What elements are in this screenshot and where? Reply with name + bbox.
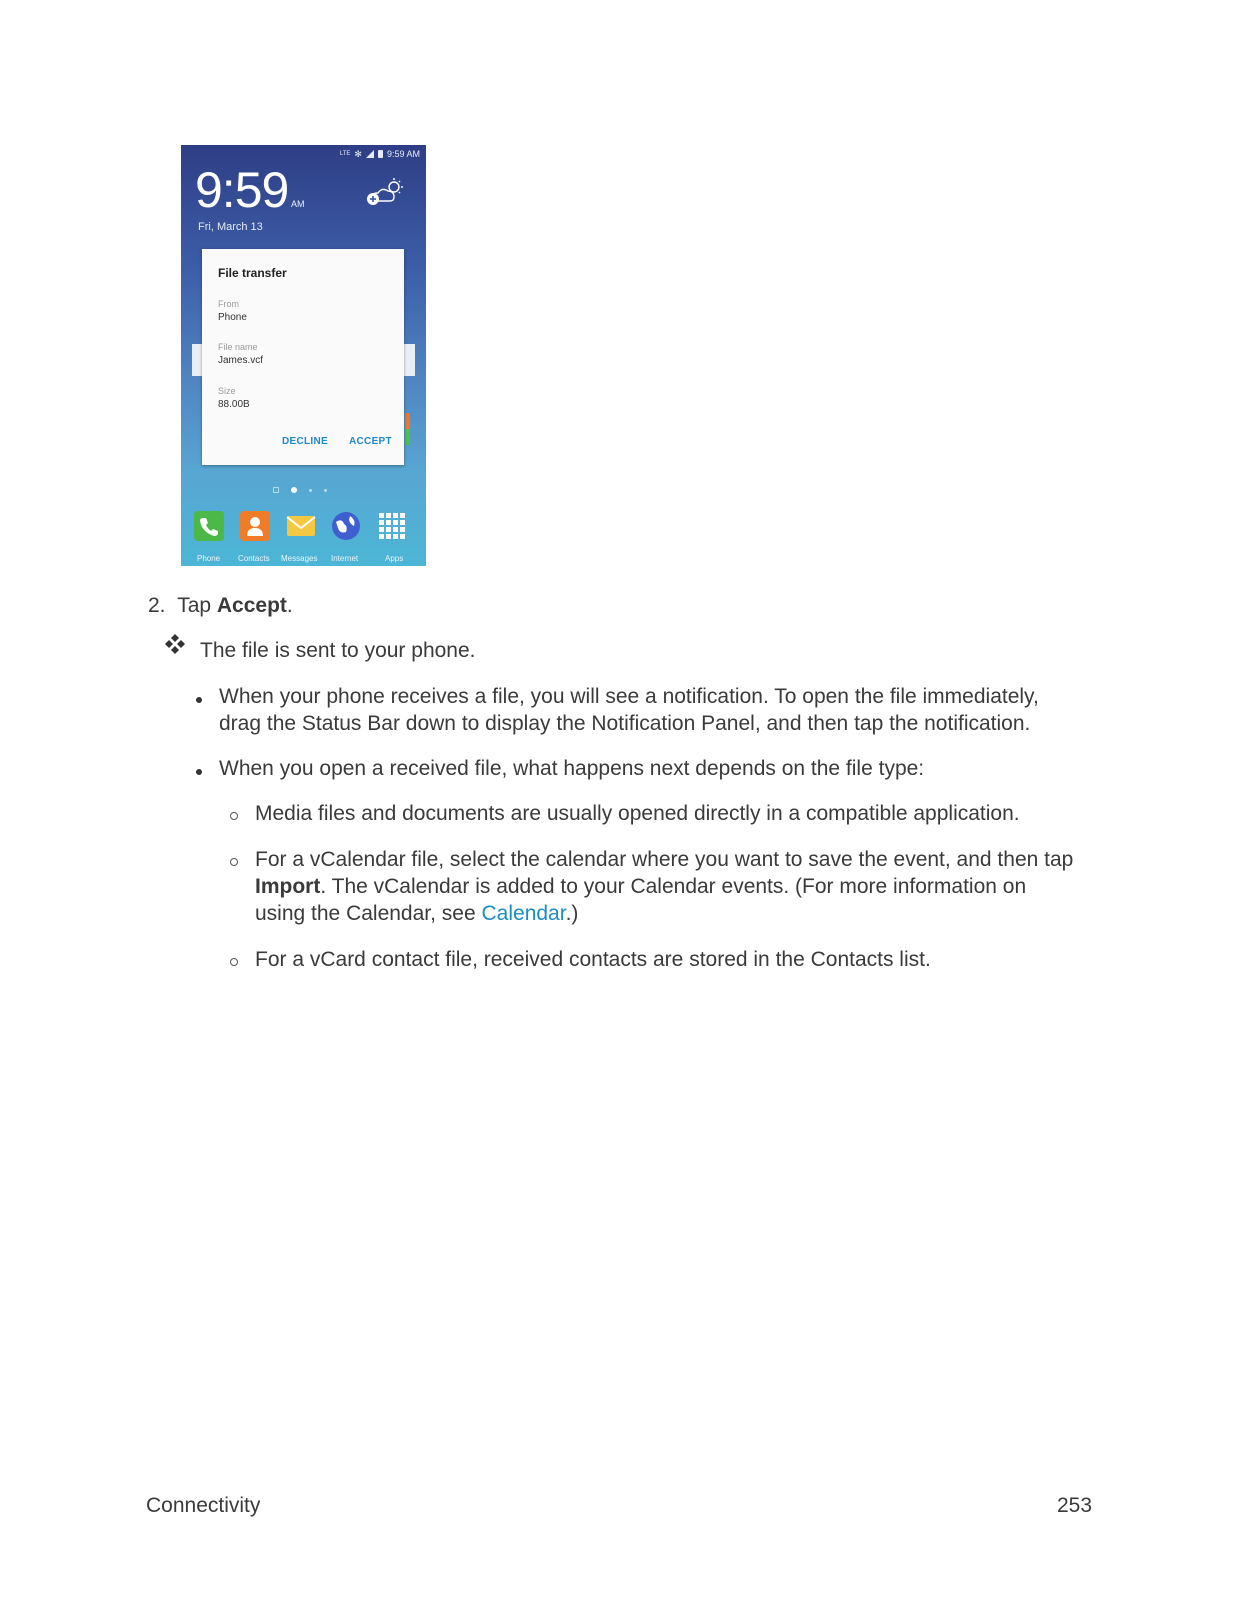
messages-app-icon[interactable] <box>285 510 317 542</box>
dock-label-contacts: Contacts <box>238 554 270 563</box>
dock-label-phone: Phone <box>197 554 221 563</box>
sub-bullet-circle <box>230 858 238 866</box>
sub-bullet-circle <box>230 958 238 966</box>
step-number: 2. <box>148 594 166 617</box>
from-value: Phone <box>218 312 247 323</box>
lockscreen-date: Fri, March 13 <box>198 221 263 233</box>
bullet-2: When you open a received file, what happens next depends on the file type: <box>219 757 925 780</box>
bullet-1-line-1: When your phone receives a file, you will see a notification. To open the file immediately, <box>219 685 1039 708</box>
lockscreen-clock: 9:59 <box>195 162 289 218</box>
import-bold: Import <box>255 875 321 898</box>
dock-label-messages: Messages <box>281 554 318 563</box>
bullet-dot <box>196 697 202 703</box>
from-label: From <box>218 299 239 309</box>
page-dot-active <box>291 487 297 493</box>
file-name-label: File name <box>218 342 258 352</box>
result-text: The file is sent to your phone. <box>200 639 476 662</box>
background-app-strip <box>405 413 410 445</box>
sub-bullet-2-line-2-rest: . The vCalendar is added to your Calendar events. (For more information on <box>320 875 1027 898</box>
dialog-title: File transfer <box>218 266 287 280</box>
sub-bullet-3: For a vCard contact file, received contacts are stored in the Contacts list. <box>255 948 931 971</box>
bullet-dot <box>196 769 202 775</box>
battery-icon <box>378 150 383 158</box>
sub-bullet-2-line-2 <box>255 873 1026 900</box>
result-diamond-icon <box>164 633 186 655</box>
sub-bullet-1: Media files and documents are usually opened directly in a compatible application. <box>255 802 1020 825</box>
sub-bullet-2-line-3-suffix: .) <box>565 902 579 925</box>
footer-section: Connectivity <box>146 1494 261 1517</box>
weather-icon[interactable] <box>364 177 408 209</box>
size-value: 88.00B <box>218 399 250 410</box>
clock-ampm: AM <box>291 199 305 209</box>
file-name-value: James.vcf <box>218 355 264 366</box>
sub-bullet-2-line-3-prefix: using the Calendar, see <box>255 902 482 925</box>
dock-label-internet: Internet <box>331 554 359 563</box>
apps-grid-icon[interactable] <box>376 510 408 542</box>
step-suffix: . <box>286 594 293 617</box>
sub-bullet-2-line-1: For a vCalendar file, select the calendar where you want to save the event, and then tap <box>255 848 1074 871</box>
phone-app-icon[interactable] <box>193 510 225 542</box>
status-bar <box>340 148 420 160</box>
network-label: LTE <box>339 151 351 157</box>
page-dot <box>324 489 327 492</box>
dock-label-apps: Apps <box>385 554 404 563</box>
step-bold-accept: Accept <box>216 594 287 617</box>
footer-page-number: 253 <box>1057 1494 1093 1517</box>
calendar-link[interactable]: Calendar <box>481 902 566 925</box>
file-transfer-dialog <box>202 249 404 465</box>
home-page-indicator <box>273 487 327 493</box>
home-page-dot <box>273 487 279 493</box>
internet-app-icon[interactable] <box>330 510 362 542</box>
step-2 <box>148 592 293 619</box>
contacts-app-icon[interactable] <box>239 510 271 542</box>
background-card-edge <box>404 344 415 376</box>
bluetooth-icon: ✻ <box>354 148 362 159</box>
page-dot <box>309 489 312 492</box>
size-label: Size <box>218 386 236 396</box>
background-card-edge <box>192 344 202 376</box>
decline-button[interactable]: DECLINE <box>282 436 328 447</box>
step-prefix: Tap <box>177 594 217 617</box>
phone-screenshot <box>181 145 426 566</box>
signal-icon <box>366 150 374 158</box>
status-time: 9:59 AM <box>386 149 420 159</box>
sub-bullet-2-line-3 <box>255 900 578 927</box>
app-dock <box>193 510 415 544</box>
accept-button[interactable]: ACCEPT <box>349 436 392 447</box>
sub-bullet-circle <box>230 812 238 820</box>
bullet-1-line-2: drag the Status Bar down to display the Notification Panel, and then tap the notification. <box>219 712 1031 735</box>
